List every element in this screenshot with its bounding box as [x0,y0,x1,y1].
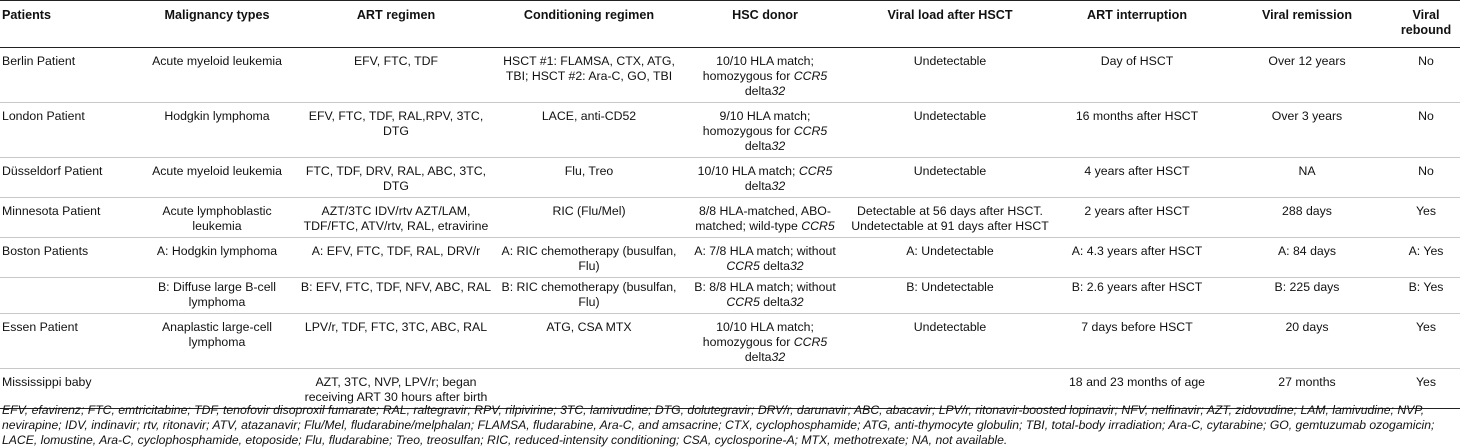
table-cell: Düsseldorf Patient [2,164,103,178]
header-cell: Conditioning regimen [523,8,655,22]
table-cell: LACE, anti-CD52 [541,109,637,123]
table-cell: 288 days [1282,204,1332,218]
header-cell: ART regimen [356,8,436,22]
table-cell: B: RIC chemotherapy (busulfan, Flu) [501,280,677,309]
table-cell: Undetectable [913,164,987,178]
table-cell: Yes [1415,375,1437,389]
table-cell: Acute myeloid leukemia [152,54,282,68]
table-cell: Undetectable [913,109,987,123]
table-cell: EFV, FTC, TDF, RAL,RPV, 3TC, DTG [308,109,484,138]
table-cell: AZT/3TC IDV/rtv AZT/LAM, TDF/FTC, ATV/rtv, RAL, etravirine [303,204,489,233]
table-cell: A: EFV, FTC, TDF, RAL, DRV/r [311,244,481,258]
table-cell: Yes [1415,320,1437,334]
table-cell: No [1418,109,1434,123]
table-cell: A: RIC chemotherapy (busulfan, Flu) [501,244,677,273]
table-cell: 8/8 HLA-matched, ABO-matched; wild-type CCR5 [695,204,835,233]
table-cell: No [1418,54,1434,68]
header-cell: ART interruption [1086,8,1188,22]
header-cell: Patients [2,8,51,22]
table-cell: No [1418,164,1434,178]
table-cell: 27 months [1278,375,1336,389]
table-cell: Berlin Patient [2,54,76,68]
table-footnote: EFV, efavirenz; FTC, emtricitabine; TDF, tenofovir disoproxil fumarate; RAL, raltegravir; RPV, rilpivirine; 3TC, lamivudine; DTG, dolutegravir; DRV/r, darunavir; ABC, abacavir; LPV/r, ritonavir-boosted lopinavir; NFV, nelfinavir; AZT, zidovudine; LAM, lamivudine; NVP, nevirapine; IDV, indinavir; rtv, ritonavir; ATV, atazanavir; Flu/Mel, fludarabine/melphalan; FLAMSA, fludarabine, Ara-C, and amsacrine; CTX, cyclophosphamide; ATG, anti-thymocyte globulin; TBI, total-body irradiation; Ara-C, cytarabine; GO, gemtuzumab ozogamicin; LACE, lomustine, Ara-C, cyclophosphamide, etoposide; Flu, fludarabine; Treo, treosulfan; RIC, reduced-intensity conditioning; CSA, cyclosporine-A; MTX, methotrexate; NA, not available. [2,403,1435,447]
table-row [0,48,1460,103]
table-body [0,48,1460,409]
header-row [0,1,1460,48]
table-row [0,158,1460,198]
header-cell: Malignancy types [164,8,270,22]
table-cell: 2 years after HSCT [1084,204,1190,218]
table-cell: Undetectable [913,54,987,68]
table-cell: 10/10 HLA match; homozygous for CCR5 delta32 [702,320,828,364]
table-cell: Essen Patient [2,320,78,334]
header-cell: Viral remission [1261,8,1353,22]
table-cell: Flu, Treo [564,164,614,178]
table-cell: RIC (Flu/Mel) [552,204,626,218]
table-cell: B: 2.6 years after HSCT [1071,280,1203,294]
table-cell: 9/10 HLA match; homozygous for CCR5 delta32 [702,109,828,153]
table-cell: A: Yes [1408,244,1444,258]
table-cell: 16 months after HSCT [1075,109,1199,123]
table-cell: HSCT #1: FLAMSA, CTX, ATG, TBI; HSCT #2: Ara-C, GO, TBI [503,54,675,83]
table-cell: A: 7/8 HLA match; without CCR5 delta32 [694,244,836,273]
table-cell [0,278,138,314]
table-cell: 4 years after HSCT [1084,164,1190,178]
table-cell: Undetectable [913,320,987,334]
table-cell: 10/10 HLA match; CCR5 delta32 [697,164,833,193]
table-cell: B: EFV, FTC, TDF, NFV, ABC, RAL [300,280,492,294]
table-row [0,278,1460,314]
header-cell: Viral rebound [1400,8,1452,37]
table-cell: A: Undetectable [906,244,994,258]
table-cell: B: Undetectable [906,280,994,294]
table-cell: London Patient [2,109,85,123]
header-cell: Viral load after HSCT [887,8,1013,22]
table-cell: Acute lymphoblastic leukemia [162,204,272,233]
table-cell: Boston Patients [2,244,89,258]
table-cell: 18 and 23 months of age [1068,375,1206,389]
table-row [0,103,1460,158]
table-cell: LPV/r, TDF, FTC, 3TC, ABC, RAL [304,320,488,334]
table-cell: FTC, TDF, DRV, RAL, ABC, 3TC, DTG [305,164,487,193]
table-cell: B: 8/8 HLA match; without CCR5 delta32 [694,280,836,309]
table-cell: Detectable at 56 days after HSCT. Undetectable at 91 days after HSCT [851,204,1049,233]
table-cell: NA [1298,164,1316,178]
table-cell: 7 days before HSCT [1081,320,1193,334]
table-cell: B: Yes [1408,280,1444,294]
table-cell: Mississippi baby [2,375,92,389]
table-cell: A: Hodgkin lymphoma [156,244,278,258]
table-cell: Over 3 years [1271,109,1343,123]
table-cell: Day of HSCT [1100,54,1174,68]
table-cell: ATG, CSA MTX [546,320,632,334]
table-cell: Acute myeloid leukemia [152,164,282,178]
table-cell: Yes [1415,204,1437,218]
table-cell: 10/10 HLA match; homozygous for CCR5 delta32 [702,54,828,98]
table-cell: A: 84 days [1277,244,1337,258]
table-cell: B: Diffuse large B-cell lymphoma [157,280,276,309]
table-cell: Hodgkin lymphoma [164,109,270,123]
table-cell: A: 4.3 years after HSCT [1071,244,1203,258]
table-cell: Minnesota Patient [2,204,101,218]
table-cell: Anaplastic large-cell lymphoma [161,320,273,349]
table-cell: B: 225 days [1274,280,1340,294]
table-row [0,238,1460,278]
table-cell: AZT, 3TC, NVP, LPV/r; began receiving ART 30 hours after birth [304,375,488,404]
table-cell: EFV, FTC, TDF [353,54,439,68]
table-cell: Over 12 years [1268,54,1346,68]
table-row [0,314,1460,369]
header-cell: HSC donor [732,8,798,22]
table-row [0,198,1460,238]
table-cell: 20 days [1285,320,1329,334]
